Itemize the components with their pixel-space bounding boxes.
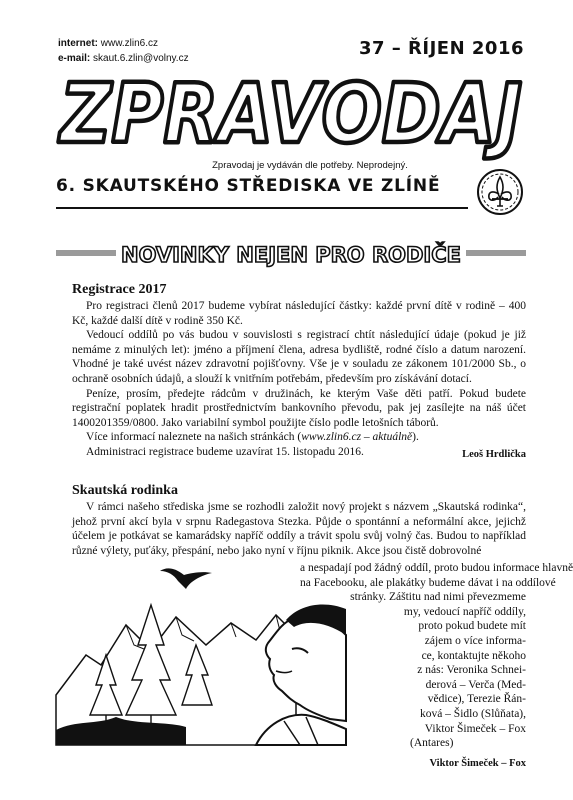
text-line: proto pokud budete mít [418,620,526,633]
masthead-title [56,67,526,162]
email-link[interactable]: skaut.6.zlin@volny.cz [93,53,189,64]
author-signature: Leoš Hrdlička [462,448,526,460]
paragraph: Peníze, prosím, předejte rádcům v družinách, ke kterým Vaše děti patří. Pokud budete registrační poplatek hradit prostřednictvím bankovního převodu, pak jej zasílejte na náš účet 1400201359/0800. Jako variabilní symbol použijte číslo podle letošních táborů. [72,387,526,429]
text-line: z nás: Veronika Schnei- [417,664,526,677]
scout-emblem-icon [476,168,524,216]
text-line: a nespadají pod žádný oddíl, proto budou informace hlavně [300,562,573,574]
issue-number: 37 – ŘÍJEN 2016 [358,38,524,59]
contact-info [58,36,189,66]
text-line: ce, kontaktujte někoho [421,649,526,662]
section-registrace [72,282,526,460]
author-signature: Viktor Šimeček – Fox [429,757,526,769]
text-line: Viktor Šimeček – Fox [424,722,526,735]
banner-text: NOVINKY NEJEN PRO RODIČE [121,243,462,267]
text-line: my, vedoucí napříč oddíly, [403,605,526,618]
section-title: Skautská rodinka [72,483,178,498]
paragraph: Pro registraci členů 2017 budeme vybírat následující částky: každé první dítě v rodině – 400 Kč, každé další dítě v rodině 350 Kč. [72,300,526,327]
wrapped-text-column [300,561,573,771]
text-line: stránky. Záštitu nad nimi převezmeme [350,591,526,604]
text-line: zájem o více informa- [424,634,526,647]
website-link[interactable]: www.zlin6.cz [100,38,159,49]
internet-label: internet: [58,38,98,49]
section-banner [56,236,526,270]
paragraph: Administraci registrace budeme uzavírat 15. listopadu 2016. Leoš Hrdlička [72,445,526,460]
section-title: Registrace 2017 [72,282,167,297]
masthead-text: ZPRAVODAJ [57,67,523,162]
header-divider [56,207,468,209]
text-line: na Facebooku, ale plakátky budeme dávat i na oddílové [300,576,556,589]
tagline: Zpravodaj je vydáván dle potřeby. Neprodejný. [212,160,408,171]
paragraph: Vedoucí oddílů po vás budou v souvislosti s registrací chtít následující údaje (pokud je již nemáme z minulých let): jméno a příjmení člena, adresa bydliště, rodné číslo a datum narození. Vhodné je také uvést název zdravotní pojišťovny. Vše je v souladu ze zákonem 101/2000 Sb., o ochraně osobních údajů, a slouží k vnitřním potřebám, především pro získávání dotací. [72,329,526,385]
organization-name: 6. SKAUTSKÉHO STŘEDISKA VE ZLÍNĚ [56,176,441,196]
paragraph: V rámci našeho střediska jsme se rozhodli založit nový projekt s názvem „Skautská rodinka“, jehož první akcí byla v srpnu Radegastova Stezka. Půjde o spontánní a neformální akce, jejichž účelem je potkávat se kamarádsky napříč oddíly a trávit spolu svůj volný čas. Budou to například různé výlety, puťáky, přespání, nebo jako nyní v říjnu piknik. Akce jsou čistě dobrovolné [72,501,526,557]
text-line: vědice), Terezie Řán- [427,693,526,706]
web-link[interactable]: www.zlin6.cz – aktuálně [301,431,413,444]
email-label: e-mail: [58,53,91,64]
paragraph: Více informací naleznete na našich stránkách (www.zlin6.cz – aktuálně). [86,431,419,444]
text-line: derová – Verča (Med- [425,678,526,691]
text-line: (Antares) [410,737,454,750]
text-line: ková – Šidlo (Slůňata), [419,707,526,720]
